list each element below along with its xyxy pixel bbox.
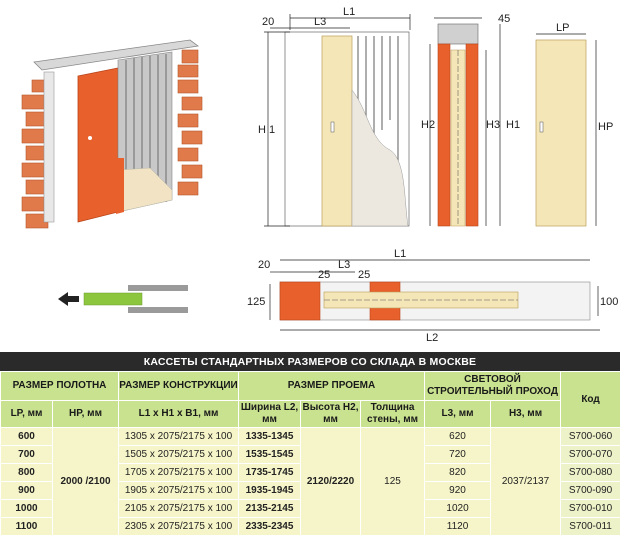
dim-l1-top: L1 [343,6,356,18]
header-construction: РАЗМЕР КОНСТРУКЦИИ [119,372,239,401]
cell-l3: 1020 [425,500,491,518]
cell-code: S700-090 [561,482,620,500]
cell-hp: 2000 /2100 [53,428,119,536]
cell-l2: 1935-1945 [239,482,301,500]
dim-25-right: 25 [358,269,371,281]
dim-20-plan: 20 [258,259,271,271]
header-height: Высота H2, мм [301,401,361,428]
dim-100: 100 [600,296,619,308]
cell-code: S700-070 [561,446,620,464]
dim-hp: HP [598,121,614,133]
cell-l2: 1535-1545 [239,446,301,464]
table-title: КАССЕТЫ СТАНДАРТНЫХ РАЗМЕРОВ СО СКЛАДА В МОСКВЕ [0,352,620,371]
header-code: Код [561,372,620,428]
cell-wall: 125 [361,428,425,536]
cell-dims: 1305 x 2075/2175 x 100 [119,428,239,446]
dim-h1-left: H 1 [258,124,276,136]
table-row [1,428,620,446]
cell-code: S700-060 [561,428,620,446]
header-h3: H3, мм [491,401,561,428]
cell-l2: 1735-1745 [239,464,301,482]
dim-45: 45 [498,13,511,25]
cell-l3: 720 [425,446,491,464]
cell-l2: 2135-2145 [239,500,301,518]
header-light-passage: СВЕТОВОЙ СТРОИТЕЛЬНЫЙ ПРОХОД [425,372,561,401]
cell-dims: 2305 x 2075/2175 x 100 [119,518,239,536]
cell-code: S700-080 [561,464,620,482]
cell-lp: 700 [1,446,53,464]
dim-l2: L2 [426,332,439,344]
dim-l1-plan: L1 [394,248,407,260]
dim-lp: LP [556,22,570,34]
cell-lp: 1000 [1,500,53,518]
dim-l3-plan: L3 [338,259,351,271]
door-leaf-view [536,34,596,226]
dim-125: 125 [247,296,266,308]
header-width: Ширина L2, мм [239,401,301,428]
cell-l3: 620 [425,428,491,446]
cell-dims: 1905 x 2075/2175 x 100 [119,482,239,500]
header-l3: L3, мм [425,401,491,428]
cell-dims: 2105 x 2075/2175 x 100 [119,500,239,518]
dim-h3: H3 [486,119,501,131]
cell-l3: 820 [425,464,491,482]
cell-l3: 1120 [425,518,491,536]
cell-lp: 900 [1,482,53,500]
cell-lp: 1100 [1,518,53,536]
cell-l3: 920 [425,482,491,500]
cell-lp: 800 [1,464,53,482]
slide-direction-legend [58,285,188,313]
header-wall: Толщина стены, мм [361,401,425,428]
dim-h1-right: H1 [506,119,521,131]
cell-dims: 1505 x 2075/2175 x 100 [119,446,239,464]
dim-h2: H2 [421,119,436,131]
cell-code: S700-010 [561,500,620,518]
dim-25-left: 25 [318,269,331,281]
header-hp: HP, мм [53,401,119,428]
dim-l3-top: L3 [314,16,327,28]
cell-code: S700-011 [561,518,620,536]
dim-20-top: 20 [262,16,275,28]
cell-lp: 600 [1,428,53,446]
cell-h3: 2037/2137 [491,428,561,536]
cell-l2: 2335-2345 [239,518,301,536]
sizes-table-section [0,352,620,555]
header-opening: РАЗМЕР ПРОЕМА [239,372,425,401]
header-door-size: РАЗМЕР ПОЛОТНА [1,372,119,401]
header-lp: LP, мм [1,401,53,428]
header-dims: L1 x H1 x B1, мм [119,401,239,428]
cell-dims: 1705 x 2075/2175 x 100 [119,464,239,482]
cell-l2: 1335-1345 [239,428,301,446]
sizes-table [0,371,620,536]
cassette-illustration [22,40,202,228]
cell-h2: 2120/2220 [301,428,361,536]
